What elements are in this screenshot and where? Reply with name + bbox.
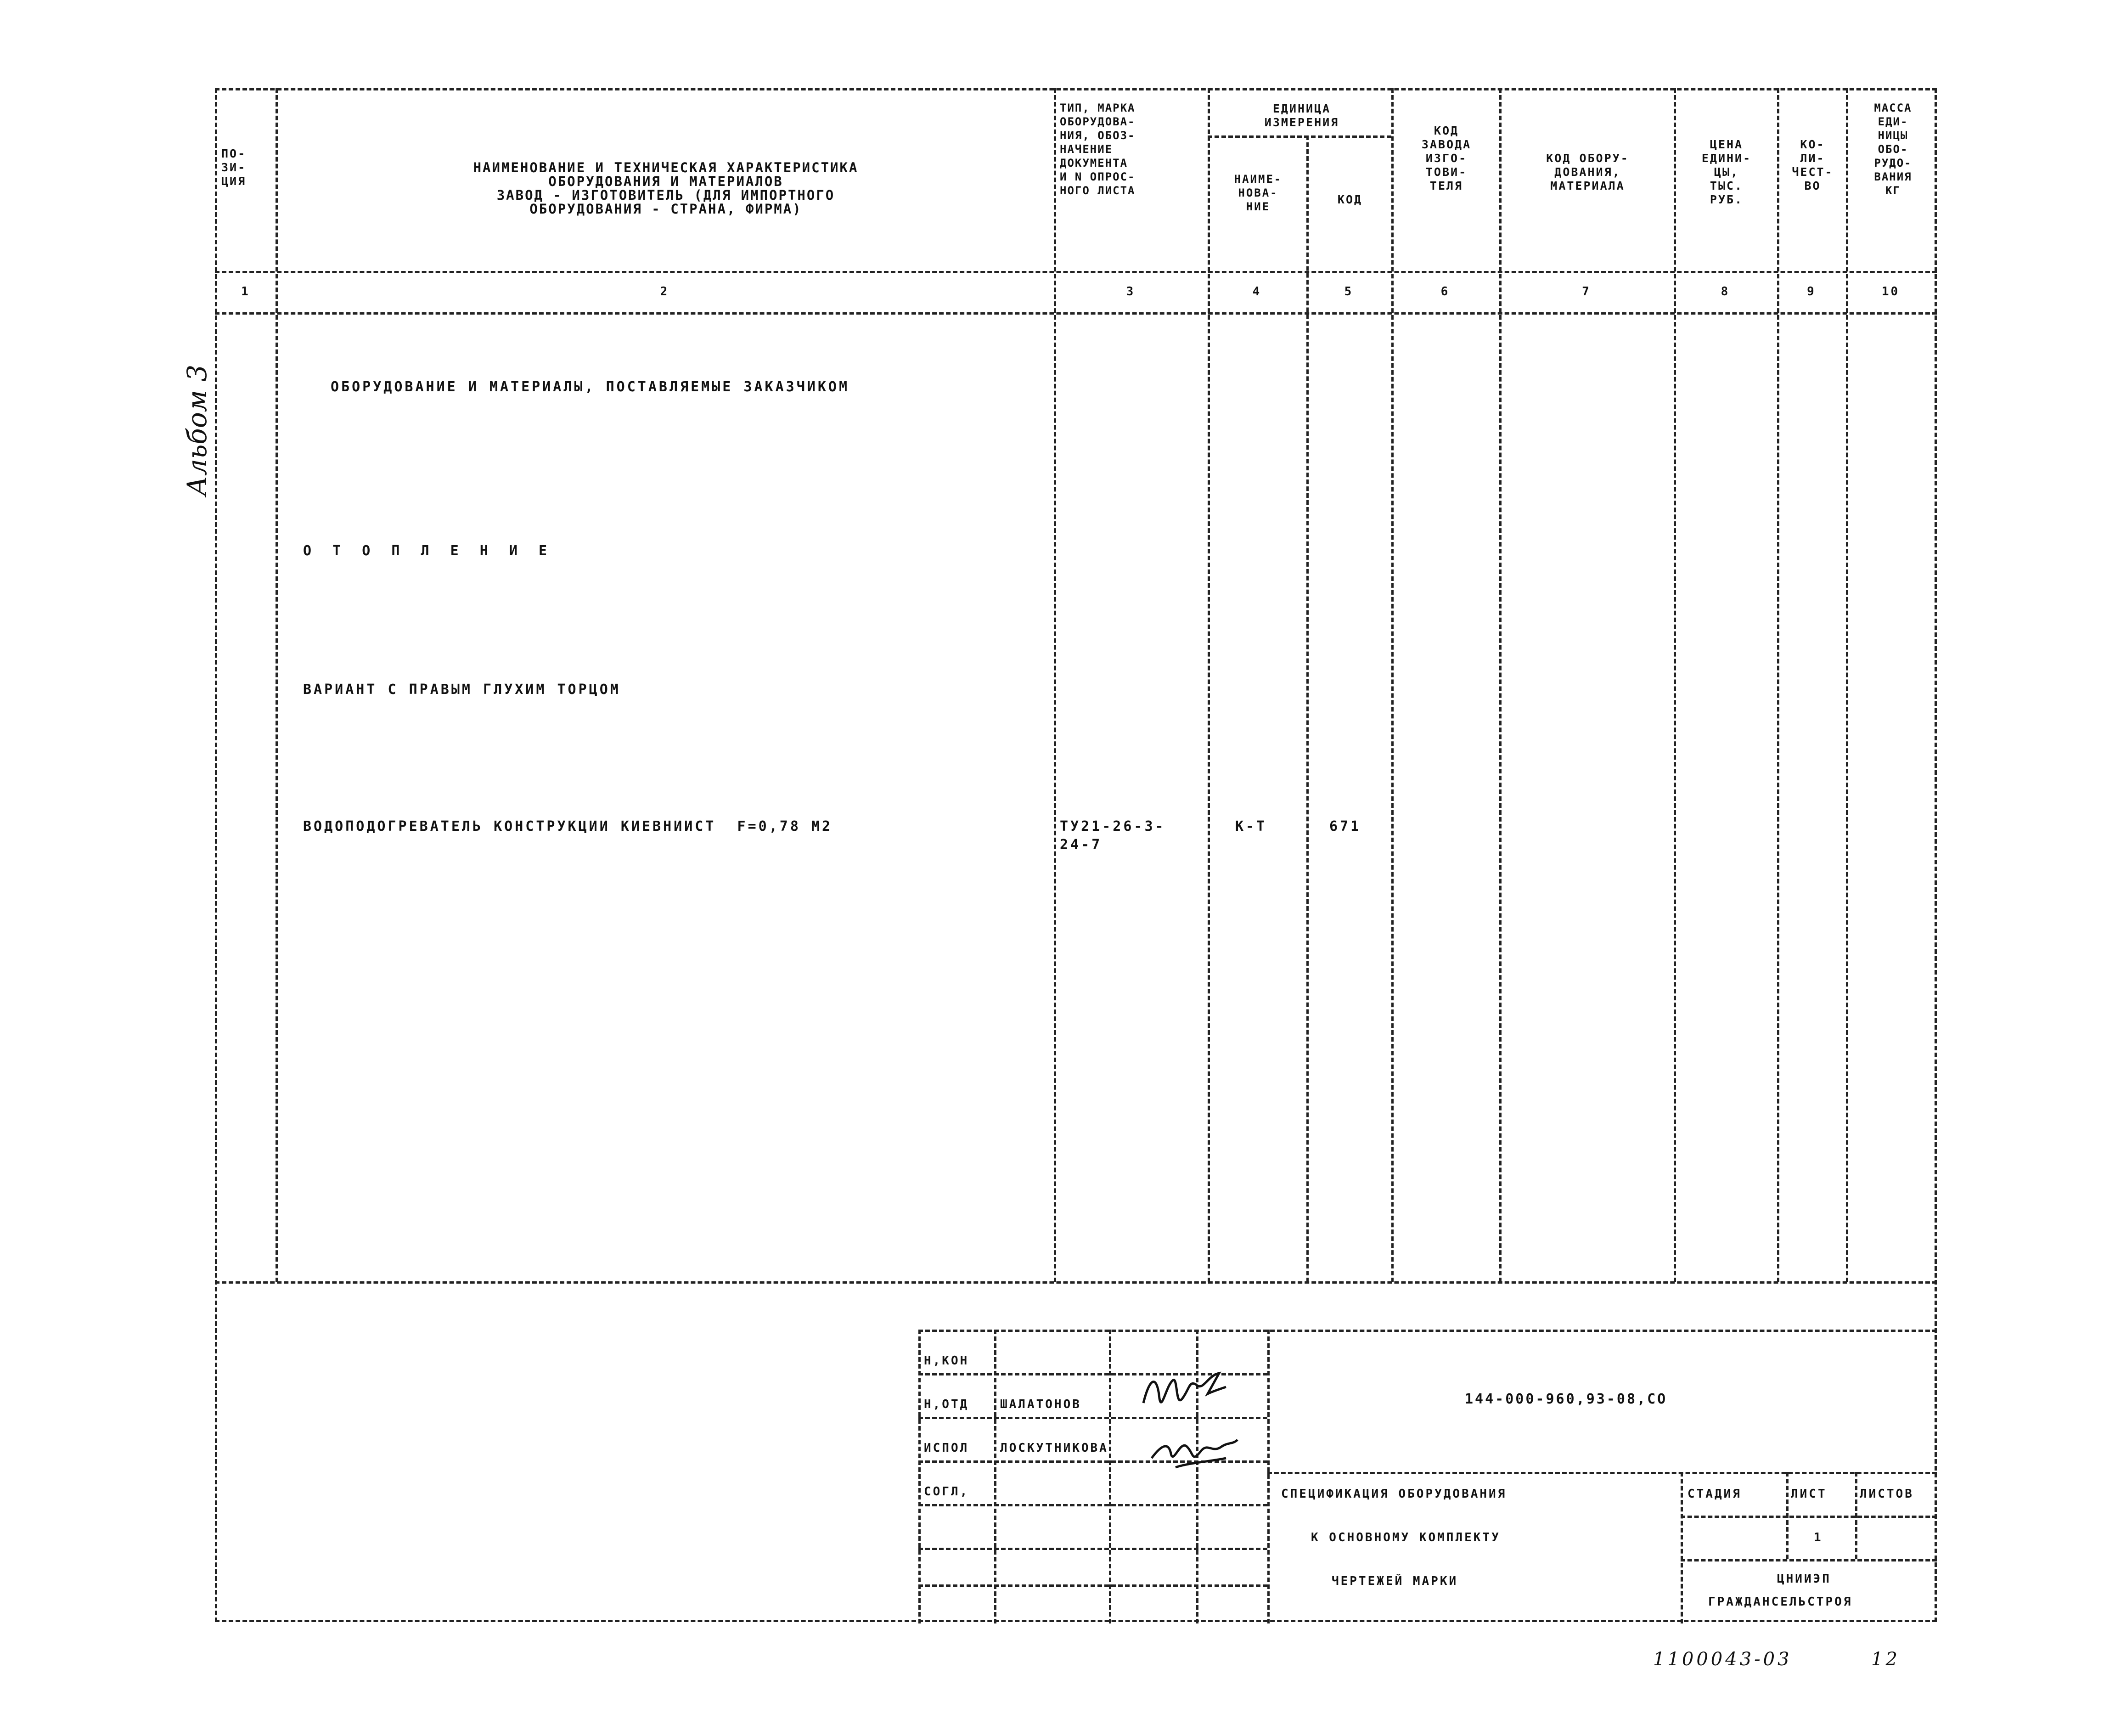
stamp-top-rule xyxy=(918,1330,1937,1332)
stamp-sheet-value: 1 xyxy=(1814,1531,1823,1544)
signature-loskutnikova xyxy=(1148,1426,1240,1477)
col-rule-5 xyxy=(1391,88,1394,1282)
stamp-role-2: Н,ОТД xyxy=(924,1398,969,1411)
item-unit: К-Т xyxy=(1235,818,1267,834)
stamp-name-3: ЛОСКУТНИКОВА xyxy=(1000,1441,1108,1455)
col-rule-3 xyxy=(1208,88,1210,1282)
stamp-title-line-3: ЧЕРТЕЖЕЙ МАРКИ xyxy=(1332,1574,1458,1588)
col-rule-1 xyxy=(276,88,278,1282)
col-rule-9 xyxy=(1846,88,1848,1282)
album-label: Альбом 3 xyxy=(181,364,213,496)
stamp-row-rule-6 xyxy=(918,1584,1267,1587)
col-num-4: 4 xyxy=(1252,285,1262,299)
bottom-note: 1100043-03 xyxy=(1653,1649,1792,1670)
signature-shalatonov xyxy=(1139,1366,1231,1417)
col-header-9: КО- ЛИ- ЧЕСТ- ВО xyxy=(1792,138,1834,192)
col-num-1: 1 xyxy=(241,285,250,299)
stamp-sheet-rule-1 xyxy=(1786,1472,1789,1559)
outer-frame xyxy=(215,88,1937,1622)
item-type-line-1: ТУ21-26-3- xyxy=(1060,818,1166,834)
document-code: 144-000-960,93-08,СО xyxy=(1465,1391,1668,1407)
stamp-role-3: ИСПОЛ xyxy=(924,1441,969,1455)
col-header-6: КОД ЗАВОДА ИЗГО- ТОВИ- ТЕЛЯ xyxy=(1421,124,1472,192)
item-unit-code: 671 xyxy=(1329,818,1361,834)
col-rule-7 xyxy=(1674,88,1676,1282)
col-rule-4 xyxy=(1306,135,1309,1282)
stamp-row-rule-2 xyxy=(918,1417,1267,1419)
col-num-8: 8 xyxy=(1721,285,1730,299)
stamp-role-1: Н,КОН xyxy=(924,1354,969,1368)
variant-title: ВАРИАНТ С ПРАВЫМ ГЛУХИМ ТОРЦОМ xyxy=(303,682,621,698)
col-num-7: 7 xyxy=(1582,285,1591,299)
stamp-stage-rule xyxy=(1681,1472,1683,1623)
section-title-customer-supplied: ОБОРУДОВАНИЕ И МАТЕРИАЛЫ, ПОСТАВЛЯЕМЫЕ ЗАКАЗЧИКОМ xyxy=(331,379,850,395)
stamp-sheet-label: ЛИСТ xyxy=(1791,1487,1827,1501)
col-num-5: 5 xyxy=(1344,285,1354,299)
stamp-stage-row-rule-2 xyxy=(1681,1559,1937,1561)
number-row-bottom-rule xyxy=(215,312,1937,315)
unit-group-header: ЕДИНИЦА ИЗМЕРЕНИЯ xyxy=(1264,102,1339,129)
stamp-title-line-2: К ОСНОВНОМУ КОМПЛЕКТУ xyxy=(1311,1531,1501,1544)
unit-group-rule xyxy=(1208,135,1391,138)
stamp-row-rule-5 xyxy=(918,1548,1267,1550)
col-header-10: МАССА ЕДИ- НИЦЫ ОБО- РУДО- ВАНИЯ КГ xyxy=(1874,101,1912,197)
stamp-divider xyxy=(1267,1330,1270,1623)
col-num-2: 2 xyxy=(660,285,669,299)
stamp-row-rule-4 xyxy=(918,1504,1267,1506)
stamp-name-2: ШАЛАТОНОВ xyxy=(1000,1398,1081,1411)
page-number: 12 xyxy=(1871,1649,1900,1670)
col-header-2: НАИМЕНОВАНИЕ И ТЕХНИЧЕСКАЯ ХАРАКТЕРИСТИКА ОБОРУДОВАНИЯ И МАТЕРИАЛОВ ЗАВОД - ИЗГОТОВИТЕЛЬ (ДЛЯ ИМПОРТНОГО ОБОРУДОВАНИЯ - СТРАНА, ФИРМА) xyxy=(473,160,859,217)
stamp-title-top-rule xyxy=(1267,1472,1937,1474)
col-num-9: 9 xyxy=(1807,285,1816,299)
col-num-3: 3 xyxy=(1126,285,1136,299)
section-title-heating: О Т О П Л Е Н И Е xyxy=(303,543,554,559)
stamp-role-4: СОГЛ, xyxy=(924,1485,969,1499)
stamp-stage-label: СТАДИЯ xyxy=(1688,1487,1742,1501)
col-header-7: КОД ОБОРУ- ДОВАНИЯ, МАТЕРИАЛА xyxy=(1546,152,1629,192)
stamp-org-line-1: ЦНИИЭП xyxy=(1777,1572,1831,1586)
stamp-org-line-2: ГРАЖДАНСЕЛЬСТРОЯ xyxy=(1708,1595,1853,1609)
stamp-sheet-rule-2 xyxy=(1855,1472,1857,1559)
header-bottom-rule xyxy=(215,271,1937,273)
col-num-6: 6 xyxy=(1440,285,1450,299)
stamp-stage-row-rule-1 xyxy=(1681,1516,1937,1518)
stamp-title-line-1: СПЕЦИФИКАЦИЯ ОБОРУДОВАНИЯ xyxy=(1281,1487,1507,1501)
col-rule-2 xyxy=(1054,88,1056,1282)
item-type-line-2: 24-7 xyxy=(1060,837,1102,853)
item-name: ВОДОПОДОГРЕВАТЕЛЬ КОНСТРУКЦИИ КИЕВНИИСТ F=0,78 М2 xyxy=(303,818,833,834)
col-rule-8 xyxy=(1777,88,1779,1282)
col-header-3: ТИП, МАРКА ОБОРУДОВА- НИЯ, ОБОЗ- НАЧЕНИЕ ДОКУМЕНТА И N ОПРОС- НОГО ЛИСТА xyxy=(1060,101,1136,197)
col-header-1: ПО- ЗИ- ЦИЯ xyxy=(221,147,247,188)
table-bottom-rule xyxy=(215,1281,1937,1284)
col-header-4: НАИМЕ- НОВА- НИЕ xyxy=(1234,173,1282,213)
col-header-8: ЦЕНА ЕДИНИ- ЦЫ, ТЫС. РУБ. xyxy=(1701,138,1752,206)
stamp-sheets-label: ЛИСТОВ xyxy=(1860,1487,1914,1501)
col-header-5: КОД xyxy=(1337,193,1363,206)
col-rule-6 xyxy=(1499,88,1502,1282)
col-num-10: 10 xyxy=(1881,285,1900,299)
